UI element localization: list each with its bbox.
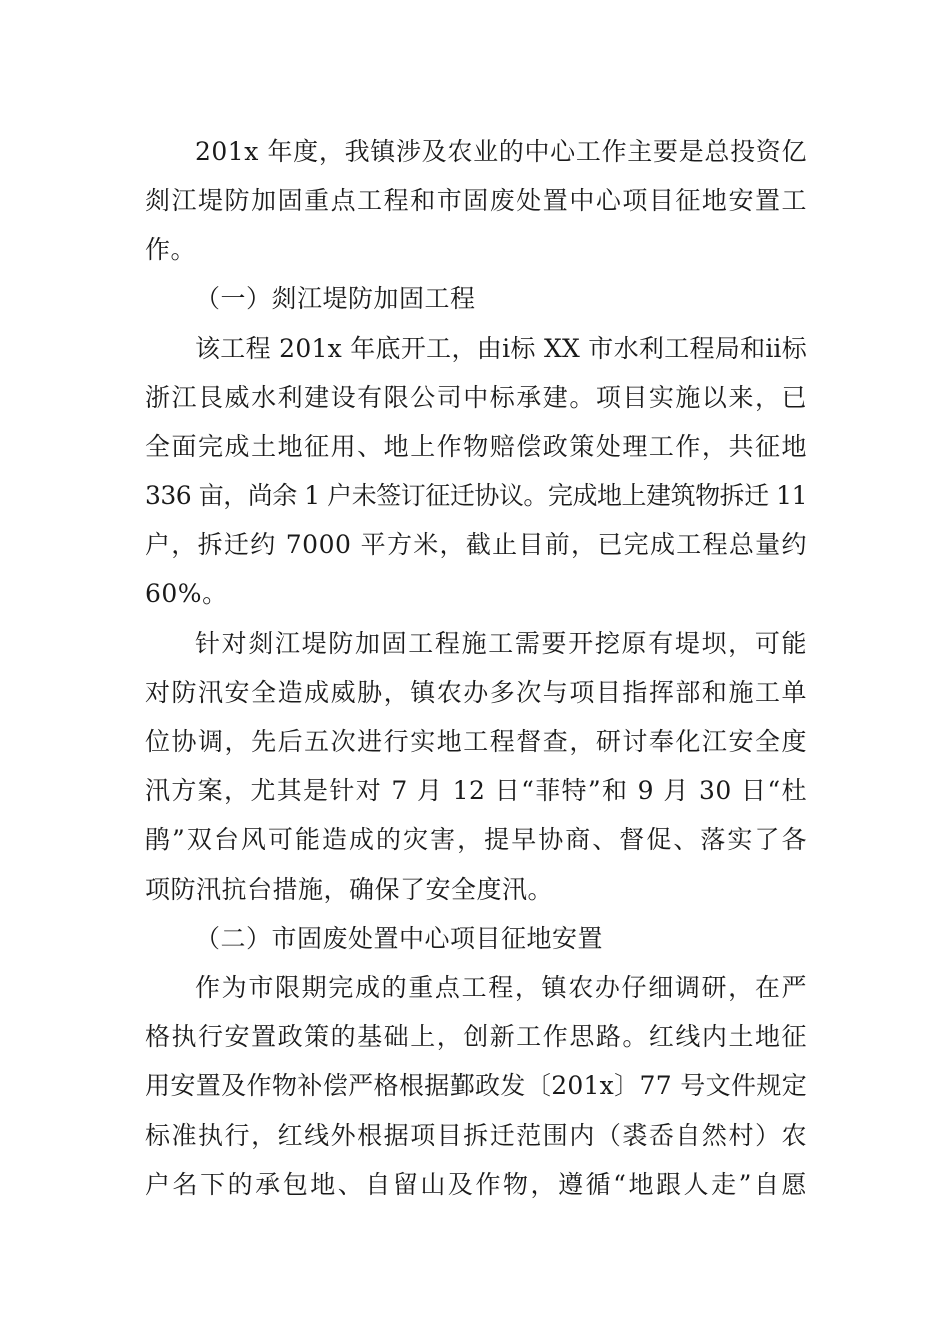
- paragraph-line: 剡江堤防加固重点工程和市固废处置中心项目征地安置工: [145, 186, 807, 215]
- paragraph-line: 位协调，先后五次进行实地工程督查，研讨奉化江安全度: [145, 727, 807, 756]
- section-heading: （一）剡江堤防加固工程: [195, 284, 476, 313]
- paragraph-line: 336 亩，尚余 1 户未签订征迁协议。完成地上建筑物拆迁 11: [145, 481, 807, 510]
- paragraph-line: 作为市限期完成的重点工程，镇农办仔细调研，在严: [195, 973, 807, 1002]
- paragraph-line: 作。: [145, 235, 197, 264]
- paragraph-line: 鹃”双台风可能造成的灾害，提早协商、督促、落实了各: [145, 825, 807, 854]
- paragraph-line: 201x 年度，我镇涉及农业的中心工作主要是总投资亿: [195, 137, 807, 166]
- paragraph-line: 对防汛安全造成威胁，镇农办多次与项目指挥部和施工单: [145, 678, 807, 707]
- paragraph-line: 标准执行，红线外根据项目拆迁范围内（裘岙自然村）农: [145, 1121, 807, 1150]
- paragraph-line: 用安置及作物补偿严格根据鄞政发〔201x〕77 号文件规定: [145, 1071, 807, 1100]
- paragraph-line: 针对剡江堤防加固工程施工需要开挖原有堤坝，可能: [195, 629, 807, 658]
- paragraph-line: 户，拆迁约 7000 平方米，截止目前，已完成工程总量约: [145, 530, 807, 559]
- paragraph-line: 项防汛抗台措施，确保了安全度汛。: [145, 875, 554, 904]
- paragraph-line: 汛方案，尤其是针对 7 月 12 日“菲特”和 9 月 30 日“杜: [145, 776, 807, 805]
- paragraph-line: 格执行安置政策的基础上，创新工作思路。红线内土地征: [145, 1022, 807, 1051]
- section-heading: （二）市固废处置中心项目征地安置: [195, 924, 604, 953]
- paragraph-line: 60%。: [145, 579, 228, 608]
- paragraph-line: 浙江艮威水利建设有限公司中标承建。项目实施以来，已: [145, 383, 807, 412]
- paragraph-line: 该工程 201x 年底开工，由ⅰ标 XX 市水利工程局和ⅱ标: [195, 334, 807, 363]
- paragraph-line: 全面完成土地征用、地上作物赔偿政策处理工作，共征地: [145, 432, 807, 461]
- paragraph-line: 户名下的承包地、自留山及作物，遵循“地跟人走”自愿: [145, 1170, 807, 1199]
